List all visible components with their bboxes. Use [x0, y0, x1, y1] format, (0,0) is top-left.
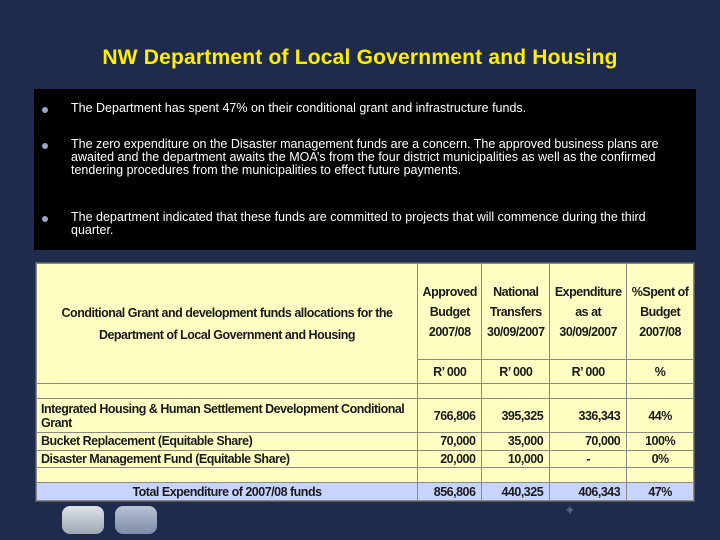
column-header: %Spent of Budget 2007/08 — [627, 264, 694, 360]
nav-tab-right[interactable] — [115, 506, 157, 534]
total-expenditure: 406,343 — [550, 483, 627, 501]
bullet-text: The department indicated that these funds are committed to projects that will commence during the third quarter. — [71, 210, 646, 237]
bullet-dot-icon — [42, 107, 48, 113]
cell-transfers: 35,000 — [482, 433, 550, 451]
total-transfers: 440,325 — [482, 483, 550, 501]
cell-expenditure: 70,000 — [550, 433, 627, 451]
total-row — [37, 483, 694, 501]
bullet-list — [34, 89, 696, 250]
table-row — [37, 450, 694, 468]
nav-tab-left[interactable] — [62, 506, 104, 534]
cell-transfers: 10,000 — [482, 450, 550, 468]
slide-title: NW Department of Local Government and Housing — [102, 46, 618, 69]
bullet-dot-icon — [42, 143, 48, 149]
table-row — [37, 433, 694, 451]
bullet-text: The zero expenditure on the Disaster management funds are a concern. The approved business plans are awaited and the department awaits the MOA’s from the four district municipalities as well as the confirmed tendering procedures from the municipalities to effect future payments. — [71, 137, 659, 177]
unit-cell: R’ 000 — [482, 360, 550, 384]
cell-expenditure: 336,343 — [550, 399, 627, 433]
cell-percent: 0% — [627, 450, 694, 468]
column-header: National Transfers 30/09/2007 — [482, 264, 550, 360]
total-percent: 47% — [627, 483, 694, 501]
bullet-text: The Department has spent 47% on their conditional grant and infrastructure funds. — [71, 101, 527, 115]
row-label: Integrated Housing & Human Settlement Development Conditional Grant — [37, 399, 418, 433]
cell-percent: 100% — [627, 433, 694, 451]
unit-cell: R’ 000 — [550, 360, 627, 384]
table-caption — [37, 264, 418, 384]
funds-table — [35, 262, 695, 502]
column-header: Expenditure as at 30/09/2007 — [550, 264, 627, 360]
caption-line: Conditional Grant and development funds allocations for the — [61, 305, 393, 320]
row-label: Bucket Replacement (Equitable Share) — [37, 433, 418, 451]
cell-budget: 766,806 — [418, 399, 482, 433]
cell-budget: 70,000 — [418, 433, 482, 451]
total-label: Total Expenditure of 2007/08 funds — [37, 483, 418, 501]
cell-budget: 20,000 — [418, 450, 482, 468]
unit-cell: R’ 000 — [418, 360, 482, 384]
caption-line: Department of Local Government and Housing — [98, 327, 356, 342]
column-header: Approved Budget 2007/08 — [418, 264, 482, 360]
unit-cell: % — [627, 360, 694, 384]
cell-percent: 44% — [627, 399, 694, 433]
bullet-dot-icon — [42, 216, 48, 222]
cell-expenditure: - — [550, 450, 627, 468]
row-label: Disaster Management Fund (Equitable Share) — [37, 450, 418, 468]
cell-transfers: 395,325 — [482, 399, 550, 433]
decorative-star-icon: ✦ — [564, 502, 576, 518]
total-budget: 856,806 — [418, 483, 482, 501]
table-row — [37, 399, 694, 433]
